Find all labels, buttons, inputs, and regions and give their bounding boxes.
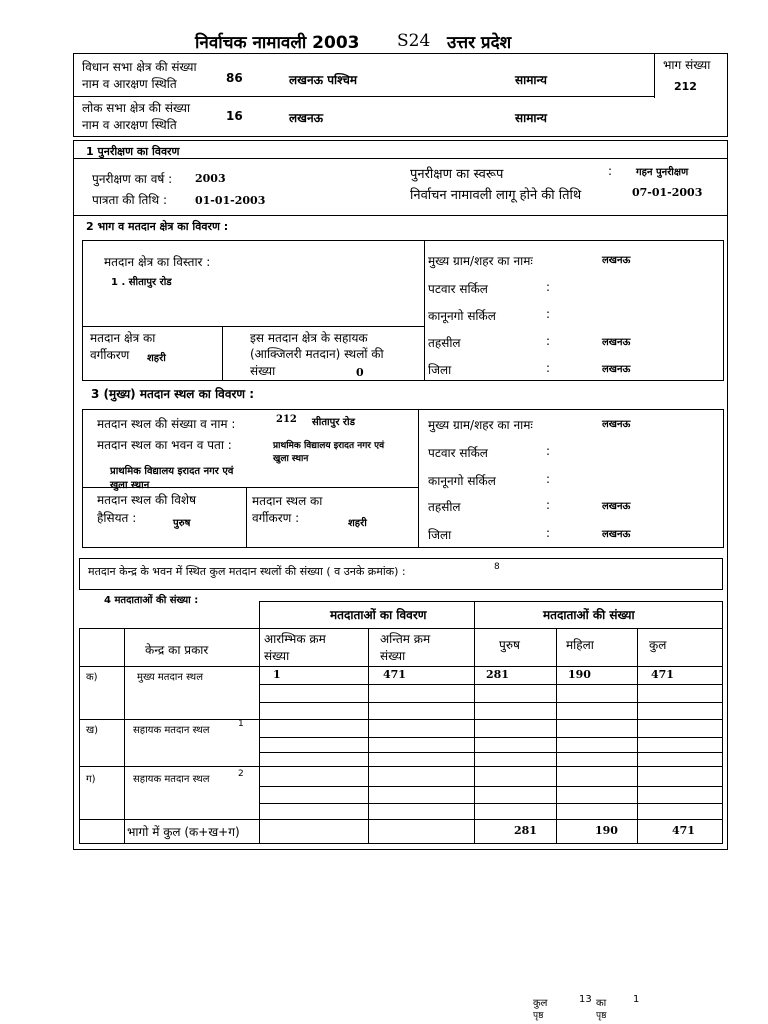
town-label: मुख्य ग्राम/शहर का नामः: [428, 254, 533, 268]
table-subline: [259, 752, 723, 753]
section3-vertical: [418, 409, 419, 548]
roll-applied-label: निर्वाचन नामावली लागू होने की तिथि: [410, 188, 582, 203]
station-name: सीतापुर रोड: [312, 417, 355, 428]
sum-female: 190: [595, 824, 618, 837]
state-name: उत्तर प्रदेश: [447, 33, 512, 53]
kanungo-colon: :: [546, 307, 551, 321]
section2-vertical: [424, 240, 425, 381]
table-vline: [556, 628, 557, 843]
station-tehsil-value: लखनऊ: [602, 501, 631, 512]
station-number: 212: [276, 414, 297, 425]
building-value-2: खुला स्थान: [273, 454, 309, 464]
section2-heading: 2 भाग व मतदान क्षेत्र का विवरण :: [86, 220, 229, 233]
section2-inner-vertical: [222, 326, 223, 381]
patwari-colon: :: [546, 280, 551, 294]
table-vline: [79, 628, 80, 843]
tehsil-label: तहसील: [428, 336, 461, 350]
table-subline: [259, 684, 723, 685]
parliament-label-1: लोक सभा क्षेत्र की संख्या: [82, 101, 191, 115]
parliament-label-2: नाम व आरक्षण स्थिति: [82, 118, 177, 132]
station-district-colon: :: [546, 526, 551, 540]
station-town-label: मुख्य ग्राम/शहर का नामः: [428, 418, 533, 432]
row-code: ग): [86, 774, 96, 785]
table-vline: [474, 601, 475, 843]
assembly-status: सामान्य: [515, 73, 548, 87]
male-header: पुरुष: [499, 638, 520, 652]
end-serial-header-1: अन्तिम क्रम: [380, 632, 431, 646]
state-code: S24: [397, 31, 431, 51]
station-district-value: लखनऊ: [602, 529, 631, 540]
table-vline: [259, 601, 260, 843]
roll-applied-value: 07-01-2003: [632, 186, 703, 199]
table-vline: [368, 628, 369, 843]
table-line-head: [79, 628, 723, 629]
aux-label-1: इस मतदान क्षेत्र के सहायक: [250, 331, 368, 345]
building-repeat-2: खुला स्थान: [110, 480, 150, 491]
table-line-colhead: [79, 666, 723, 667]
row-start: 1: [273, 668, 281, 681]
area-class-label-1: मतदान क्षेत्र का: [90, 331, 156, 345]
footer-sub-1: पृष्ठ: [533, 1011, 544, 1021]
row-type: सहायक मतदान स्थल: [133, 725, 210, 736]
table-vline: [637, 628, 638, 843]
aux-label-2: (आक्जिलरी मतदान) स्थलों की: [250, 347, 384, 361]
centre-type-header: केन्द्र का प्रकार: [145, 643, 209, 657]
table-line-row2: [79, 766, 723, 767]
footer-page-number: 1: [633, 994, 640, 1005]
row-female: 190: [568, 668, 591, 681]
tehsil-value: लखनऊ: [602, 337, 631, 348]
revision-nature-value: गहन पुनरीक्षण: [636, 167, 689, 178]
station-district-label: जिला: [428, 528, 452, 542]
aux-value: 0: [356, 366, 364, 379]
start-serial-header-2: संख्या: [264, 649, 290, 663]
special-label-1: मतदान स्थल की विशेष: [97, 493, 197, 507]
district-label: जिला: [428, 363, 452, 377]
part-divider: [654, 53, 655, 98]
assembly-number: 86: [226, 71, 243, 85]
kanungo-label: कानूनगो सर्किल: [428, 309, 496, 323]
patwari-label: पटवार सर्किल: [428, 282, 488, 296]
station-kanungo-label: कानूनगो सर्किल: [428, 474, 496, 488]
assembly-name: लखनऊ पश्चिम: [289, 73, 358, 87]
station-town-value: लखनऊ: [602, 419, 631, 430]
assembly-label-1: विधान सभा क्षेत्र की संख्या: [82, 60, 197, 74]
voters-heading: 4 मतदाताओं की संख्या :: [104, 595, 199, 606]
section2-inner-divider: [82, 326, 424, 327]
table-line-bottom: [79, 843, 723, 844]
table-subline: [259, 803, 723, 804]
building-label: मतदान स्थल का भवन व पता :: [97, 438, 232, 452]
area-item: 1 . सीतापुर रोड: [111, 277, 172, 288]
row-male: 281: [486, 668, 509, 681]
station-class-value: शहरी: [348, 518, 367, 529]
table-subline: [259, 737, 723, 738]
row-code: ख): [86, 725, 99, 736]
constituency-divider: [73, 96, 654, 97]
total-stations-value: 8: [494, 562, 500, 572]
station-kanungo-colon: :: [546, 472, 551, 486]
station-tehsil-label: तहसील: [428, 500, 461, 514]
table-subline: [259, 786, 723, 787]
row-total: 471: [651, 668, 674, 681]
footer-sub-2: पृष्ठ: [596, 1011, 607, 1021]
start-serial-header-1: आरम्भिक क्रम: [264, 632, 326, 646]
station-class-label-2: वर्गीकरण :: [252, 511, 300, 525]
aux-label-3: संख्या: [250, 364, 276, 378]
sum-label: भागो में कुल (क+ख+ग): [127, 825, 240, 839]
part-label: भाग संख्या: [663, 58, 711, 72]
area-label: मतदान क्षेत्र का विस्तार :: [104, 255, 211, 269]
tehsil-colon: :: [546, 334, 551, 348]
revision-heading: 1 पुनरीक्षण का विवरण: [86, 145, 180, 158]
station-class-label-1: मतदान स्थल का: [252, 494, 323, 508]
table-line-row3: [79, 819, 723, 820]
revision-divider: [73, 158, 728, 159]
town-value: लखनऊ: [602, 255, 631, 266]
row-type: सहायक मतदान स्थल: [133, 774, 210, 785]
document-title: निर्वाचक नामावली 2003: [195, 33, 360, 53]
end-serial-header-2: संख्या: [380, 649, 406, 663]
part-number: 212: [674, 80, 697, 93]
area-class-label-2: वर्गीकरण: [90, 348, 130, 362]
sum-male: 281: [514, 824, 537, 837]
eligibility-value: 01-01-2003: [195, 194, 266, 207]
total-header: कुल: [649, 638, 667, 652]
station-patwari-label: पटवार सर्किल: [428, 446, 488, 460]
assembly-label-2: नाम व आरक्षण स्थिति: [82, 77, 177, 91]
special-value: पुरुष: [173, 518, 191, 529]
footer-of-label: का: [596, 998, 607, 1009]
parliament-number: 16: [226, 109, 243, 123]
district-colon: :: [546, 361, 551, 375]
total-stations-label: मतदान केन्द्र के भवन में स्थित कुल मतदान स्थलों की संख्या ( व उनके क्रमांक) :: [88, 565, 406, 578]
voter-details-header: मतदाताओं का विवरण: [330, 608, 427, 622]
revision-year-label: पुनरीक्षण का वर्ष :: [92, 172, 173, 186]
row-superscript: 1: [238, 719, 244, 729]
station-label: मतदान स्थल की संख्या व नाम :: [97, 417, 236, 431]
eligibility-label: पात्रता की तिथि :: [92, 193, 168, 207]
row-end: 471: [383, 668, 406, 681]
female-header: महिला: [566, 638, 594, 652]
row-type: मुख्य मतदान स्थल: [137, 672, 203, 683]
table-line-top: [259, 601, 723, 602]
parliament-status: सामान्य: [515, 111, 548, 125]
footer-pages-count: 13: [579, 994, 592, 1005]
building-value-1: प्राथमिक विद्यालय इरादत नगर एवं: [273, 441, 385, 451]
section3-heading: 3 (मुख्य) मतदान स्थल का विवरण :: [91, 387, 255, 401]
section3-inner-vertical: [246, 487, 247, 548]
station-patwari-colon: :: [546, 444, 551, 458]
revision-year-value: 2003: [195, 172, 226, 185]
table-vline: [722, 601, 723, 843]
footer-total-label: कुल: [533, 998, 548, 1009]
revision-nature-label: पुनरीक्षण का स्वरूप: [410, 167, 504, 182]
special-label-2: हैसियत :: [97, 511, 137, 525]
row-superscript: 2: [238, 769, 244, 779]
voter-count-header: मतदाताओं की संख्या: [543, 608, 635, 622]
building-repeat-1: प्राथमिक विद्यालय इरादत नगर एवं: [110, 466, 234, 477]
parliament-name: लखनऊ: [289, 111, 324, 125]
row-code: क): [86, 672, 98, 683]
table-line-row1: [79, 719, 723, 720]
area-class-value: शहरी: [147, 353, 166, 364]
table-subline: [259, 702, 723, 703]
district-value: लखनऊ: [602, 364, 631, 375]
sum-total: 471: [672, 824, 695, 837]
station-tehsil-colon: :: [546, 498, 551, 512]
table-vline: [124, 628, 125, 843]
section2-top-line: [73, 215, 728, 216]
revision-nature-colon: :: [608, 164, 613, 178]
